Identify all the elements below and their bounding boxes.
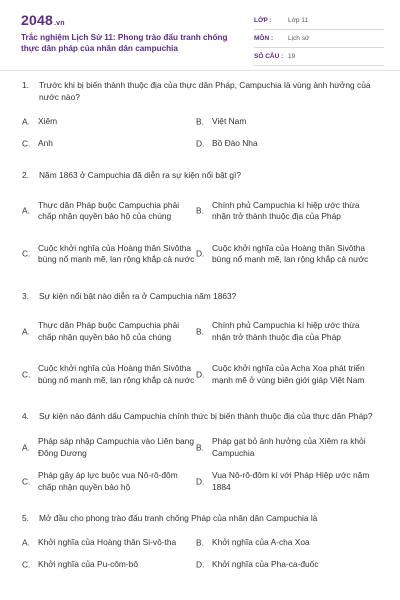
option-letter: A.: [22, 441, 30, 452]
option-letter: C.: [22, 559, 31, 570]
options: [22, 310, 384, 396]
option-row: [22, 111, 384, 133]
option-a[interactable]: [22, 436, 196, 459]
question-body: Mở đầu cho phong trào đấu tranh chống Pháp của nhân dân Campuchia là: [39, 512, 318, 523]
option-row: [22, 133, 384, 155]
meta-label: MÔN :: [254, 35, 274, 42]
option-letter: C.: [22, 368, 31, 379]
option-text: Pháp sáp nhập Campuchia vào Liên bang Đông Dương: [38, 436, 194, 458]
option-a[interactable]: [22, 320, 196, 343]
question-1: [22, 80, 384, 155]
question-body: Sự kiện nổi bật nào diễn ra ở Campuchia năm 1863?: [39, 290, 237, 301]
question-text: [22, 411, 384, 423]
question-text: [22, 513, 384, 525]
question-text: [22, 80, 384, 103]
question-number: 4.: [22, 411, 29, 421]
option-row: [22, 190, 384, 233]
question-number: 2.: [22, 170, 29, 180]
logo-suffix: .vn: [53, 20, 65, 27]
option-text: Bồ Đào Nha: [212, 138, 258, 149]
question-number: 3.: [22, 290, 29, 301]
meta-row-subject: [254, 30, 384, 48]
options: [22, 190, 384, 276]
option-a[interactable]: [22, 200, 196, 223]
question-2: [22, 170, 384, 276]
option-letter: D.: [196, 138, 205, 149]
question-5: [22, 513, 384, 577]
meta-row-count: [254, 48, 384, 66]
option-d[interactable]: [196, 559, 370, 571]
option-c[interactable]: [22, 559, 196, 571]
meta-value: Lịch sử: [288, 35, 310, 42]
option-letter: D.: [196, 475, 205, 486]
option-text: Pháp gạt bỏ ảnh hưởng của Xiêm ra khỏi Campuchia: [212, 436, 366, 458]
option-text: Khởi nghĩa của Hoàng thân Si-vô-tha: [38, 537, 177, 548]
option-c[interactable]: [22, 470, 196, 493]
option-text: Thực dân Pháp buộc Campuchia phải chấp nhận quyền bảo hộ của chúng: [38, 199, 180, 221]
option-b[interactable]: [196, 320, 370, 343]
option-text: Vua Nô-rô-đôm kí với Pháp Hiệp ước năm 1884: [212, 470, 370, 492]
question-list: [0, 80, 400, 576]
option-c[interactable]: [22, 243, 196, 266]
option-b[interactable]: [196, 436, 370, 459]
option-letter: B.: [196, 205, 204, 216]
option-text: Chính phủ Campuchia kí hiệp ước thừa nhận trở thành thuộc địa của Pháp: [212, 199, 360, 221]
option-letter: A.: [22, 116, 30, 127]
option-text: Khởi nghĩa của Pha-ca-đuốc: [212, 559, 319, 570]
option-letter: B.: [196, 537, 204, 548]
header-divider: [0, 70, 400, 71]
option-text: Anh: [38, 138, 53, 149]
option-text: Thực dân Pháp buộc Campuchia phải chấp nhận quyền bảo hộ của chúng: [38, 320, 180, 342]
option-letter: C.: [22, 248, 31, 259]
options: [22, 532, 384, 576]
option-a[interactable]: [22, 116, 196, 128]
question-body: Năm 1863 ở Campuchia đã diễn ra sự kiện nổi bật gì?: [39, 170, 241, 180]
meta-info: [254, 12, 384, 66]
question-3: [22, 291, 384, 397]
meta-value: Lớp 11: [288, 17, 309, 24]
meta-label: LỚP :: [254, 17, 272, 24]
meta-label: SỐ CÂU :: [254, 53, 284, 60]
option-letter: D.: [196, 248, 205, 259]
option-text: Cuộc khởi nghĩa của Hoàng thân Sivôtha bùng nổ mạnh mẽ, lan rộng khắp cả nước: [212, 242, 369, 264]
option-text: Cuộc khởi nghĩa của Acha Xoa phát triển mạnh mẽ ở vùng biên giới giáp Việt Nam: [212, 363, 365, 385]
option-text: Chính phủ Campuchia kí hiệp ước thừa nhận trở thành thuộc địa của Pháp: [212, 320, 360, 342]
page-header: [0, 0, 400, 70]
option-text: Pháp gây áp lực buộc vua Nô-rô-đôm chấp nhận quyền bảo hộ: [38, 470, 178, 492]
option-text: Cuộc khởi nghĩa của Hoàng thân Sivôtha bùng nổ mạnh mẽ, lan rộng khắp cả nước: [38, 242, 195, 264]
site-logo[interactable]: [21, 12, 65, 28]
option-text: Xiêm: [38, 116, 58, 127]
option-row: [22, 431, 384, 465]
option-text: Khởi nghĩa của Pu-côm-bô: [38, 559, 138, 570]
option-d[interactable]: [196, 138, 370, 150]
option-letter: A.: [22, 537, 30, 548]
option-d[interactable]: [196, 470, 370, 493]
option-row: [22, 310, 384, 353]
option-c[interactable]: [22, 363, 196, 386]
option-letter: A.: [22, 205, 30, 216]
option-letter: A.: [22, 325, 30, 336]
option-letter: D.: [196, 368, 205, 379]
option-letter: D.: [196, 559, 205, 570]
options: [22, 111, 384, 155]
option-row: [22, 233, 384, 276]
meta-value: 19: [288, 53, 296, 60]
question-number: 1.: [22, 80, 29, 90]
option-row: [22, 532, 384, 554]
question-text: [22, 291, 384, 303]
option-b[interactable]: [196, 537, 370, 549]
option-c[interactable]: [22, 138, 196, 150]
question-body: Sự kiện nào đánh dấu Campuchia chính thức bị biến thành thuộc địa của thực dân Pháp?: [39, 411, 373, 421]
question-number: 5.: [22, 512, 29, 523]
option-row: [22, 554, 384, 576]
option-letter: B.: [196, 325, 204, 336]
option-letter: C.: [22, 475, 31, 486]
page-title: Trắc nghiệm Lịch Sử 11: Phong trào đấu tranh chống thực dân pháp của nhân dân campuchia: [21, 33, 228, 53]
option-row: [22, 465, 384, 499]
option-a[interactable]: [22, 537, 196, 549]
option-row: [22, 353, 384, 396]
question-4: [22, 411, 384, 499]
meta-row-class: [254, 12, 384, 30]
option-b[interactable]: [196, 116, 370, 128]
question-body: Trước khi bị biến thành thuộc địa của thực dân Pháp, Campuchia là vùng ảnh hưởng của nước nào?: [39, 80, 371, 102]
options: [22, 431, 384, 499]
option-b[interactable]: [196, 200, 370, 223]
option-letter: B.: [196, 441, 204, 452]
option-letter: C.: [22, 138, 31, 149]
question-text: [22, 170, 384, 182]
logo-main: 2048: [21, 12, 53, 28]
option-d[interactable]: [196, 243, 370, 266]
option-text: Cuộc khởi nghĩa của Hoàng thân Sivôtha bùng nổ mạnh mẽ, lan rộng khắp cả nước: [38, 363, 195, 385]
option-letter: B.: [196, 116, 204, 127]
option-text: Khởi nghĩa của A-cha Xoa: [212, 537, 310, 548]
option-text: Việt Nam: [212, 116, 247, 127]
option-d[interactable]: [196, 363, 370, 386]
